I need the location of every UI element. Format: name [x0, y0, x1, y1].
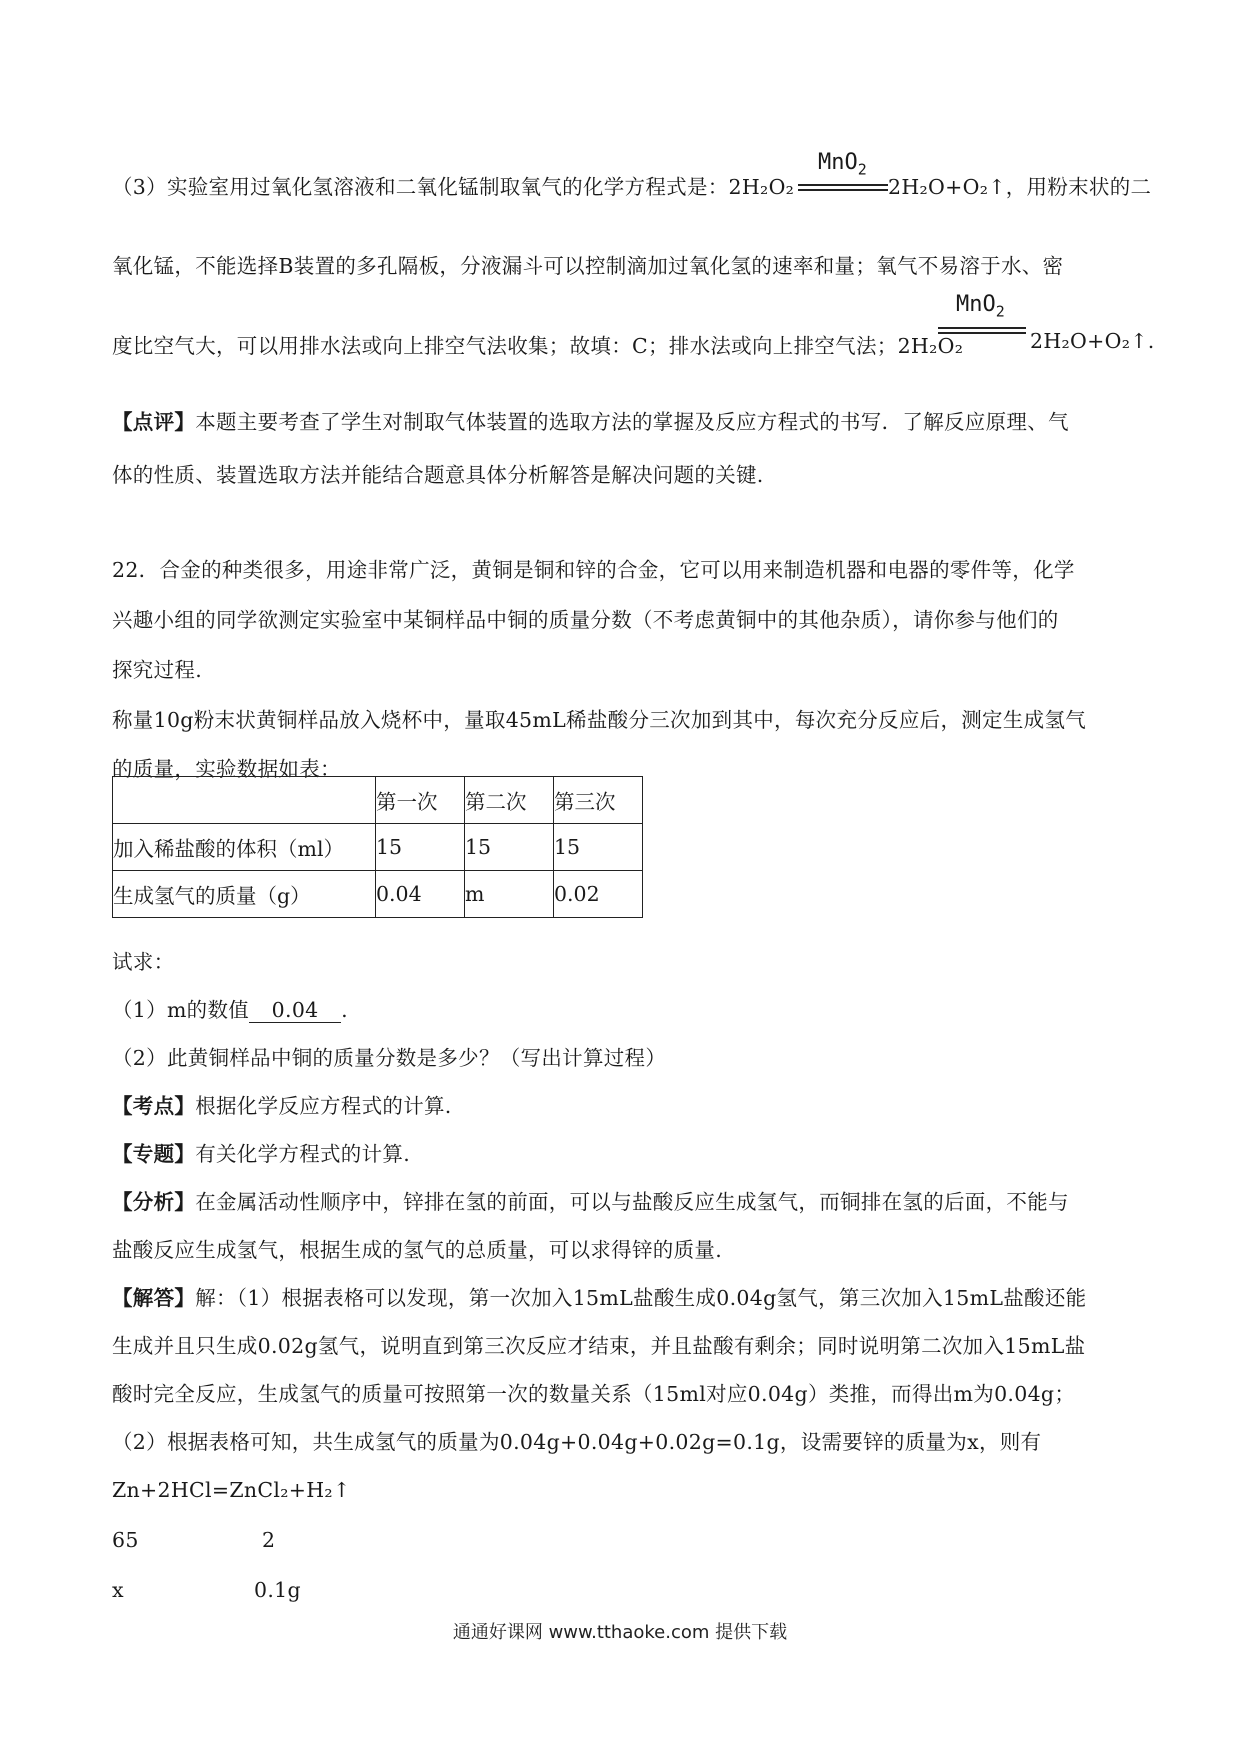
q22-line3: 探究过程.	[112, 658, 203, 682]
q22-line1: 22．合金的种类很多，用途非常广泛，黄铜是铜和锌的合金，它可以用来制造机器和电器的零件等，化学	[112, 558, 1075, 582]
table-header-cell: 第一次	[376, 777, 465, 824]
ratio-row1-left: 65	[112, 1528, 139, 1552]
zhuanti-line: 【专题】有关化学方程式的计算.	[112, 1142, 411, 1166]
ask-q1: （1）m的数值 0.04 .	[112, 998, 348, 1022]
table-row	[113, 871, 643, 918]
table-header-cell: 第三次	[554, 777, 643, 824]
q22-line2: 兴趣小组的同学欲测定实验室中某铜样品中铜的质量分数（不考虑黄铜中的其他杂质），请你参与他们的	[112, 608, 1059, 632]
review-line2: 体的性质、装置选取方法并能结合题意具体分析解答是解决问题的关键.	[112, 463, 764, 487]
ratio-row2-right: 0.1g	[254, 1578, 301, 1602]
ask-q2: （2）此黄铜样品中铜的质量分数是多少？（写出计算过程）	[112, 1046, 667, 1070]
table-cell: 15	[554, 824, 643, 871]
table-cell: 0.02	[554, 871, 643, 918]
table-header-row	[113, 777, 643, 824]
jieda-line1: 【解答】解：（1）根据表格可以发现，第一次加入15mL盐酸生成0.04g氢气，第三次加入15mL盐酸还能	[112, 1286, 1087, 1310]
p3-line3-b: 2H₂O+O₂↑.	[1030, 329, 1155, 353]
table-row	[113, 824, 643, 871]
table-cell: 0.04	[376, 871, 465, 918]
p3-line2: 氧化锰，不能选择B装置的多孔隔板，分液漏斗可以控制滴加过氧化氢的速率和量；氧气不易溶于水、密	[112, 254, 1064, 278]
table-cell: 15	[376, 824, 465, 871]
catalyst-label: MnO$_2$	[956, 292, 1005, 321]
p3-line1-a: （3）实验室用过氧化氢溶液和二氧化锰制取氧气的化学方程式是：2H₂O₂	[112, 175, 795, 199]
ratio-row2-left: x	[112, 1578, 124, 1602]
fenxi-line1: 【分析】在金属活动性顺序中，锌排在氢的前面，可以与盐酸反应生成氢气，而铜排在氢的后面，不能与	[112, 1190, 1069, 1214]
table-header-cell: 第二次	[465, 777, 554, 824]
kaodian-tag: 【考点】	[112, 1094, 196, 1118]
table-header-cell	[113, 777, 376, 824]
p3-line3-a: 度比空气大，可以用排水法或向上排空气法收集；故填：C；排水法或向上排空气法；2H₂O₂	[112, 334, 964, 358]
review-tag: 【点评】	[112, 410, 196, 434]
experiment-table	[112, 776, 643, 918]
fenxi-line2: 盐酸反应生成氢气，根据生成的氢气的总质量，可以求得锌的质量.	[112, 1238, 723, 1262]
jieda-tag: 【解答】	[112, 1286, 196, 1310]
page-footer: 通通好课网 www.tthaoke.com 提供下载	[452, 1622, 788, 1643]
kaodian-line: 【考点】根据化学反应方程式的计算.	[112, 1094, 452, 1118]
reaction-equation: Zn+2HCl=ZnCl₂+H₂↑	[112, 1478, 351, 1502]
q22-line4: 称量10g粉末状黄铜样品放入烧杯中，量取45mL稀盐酸分三次加到其中，每次充分反应后，测定生成氢气	[112, 708, 1087, 732]
jieda-line2: 生成并且只生成0.02g氢气，说明直到第三次反应才结束，并且盐酸有剩余；同时说明第二次加入15mL盐	[112, 1334, 1086, 1358]
p3-line1-b: 2H₂O+O₂↑，用粉末状的二	[888, 175, 1152, 199]
zhuanti-tag: 【专题】	[112, 1142, 196, 1166]
fenxi-tag: 【分析】	[112, 1190, 196, 1214]
jieda-line3: 酸时完全反应，生成氢气的质量可按照第一次的数量关系（15ml对应0.04g）类推，而得出m为0.04g；	[112, 1382, 1076, 1406]
ratio-row1-right: 2	[262, 1528, 276, 1552]
table-cell: 加入稀盐酸的体积（ml）	[113, 824, 376, 871]
review-line1: 【点评】本题主要考查了学生对制取气体装置的选取方法的掌握及反应方程式的书写．了解反应原理、气	[112, 410, 1069, 434]
ask-title: 试求：	[112, 950, 175, 974]
answer-blank: 0.04	[249, 998, 341, 1023]
reaction-arrow	[798, 184, 888, 191]
table-cell: m	[465, 871, 554, 918]
q22-line5: 的质量，实验数据如表：	[112, 757, 341, 781]
catalyst-label: MnO$_2$	[818, 150, 867, 179]
table-cell: 15	[465, 824, 554, 871]
table-cell: 生成氢气的质量（g）	[113, 871, 376, 918]
jieda-line4: （2）根据表格可知，共生成氢气的质量为0.04g+0.04g+0.02g=0.1g，设需要锌的质量为x，则有	[112, 1430, 1042, 1454]
